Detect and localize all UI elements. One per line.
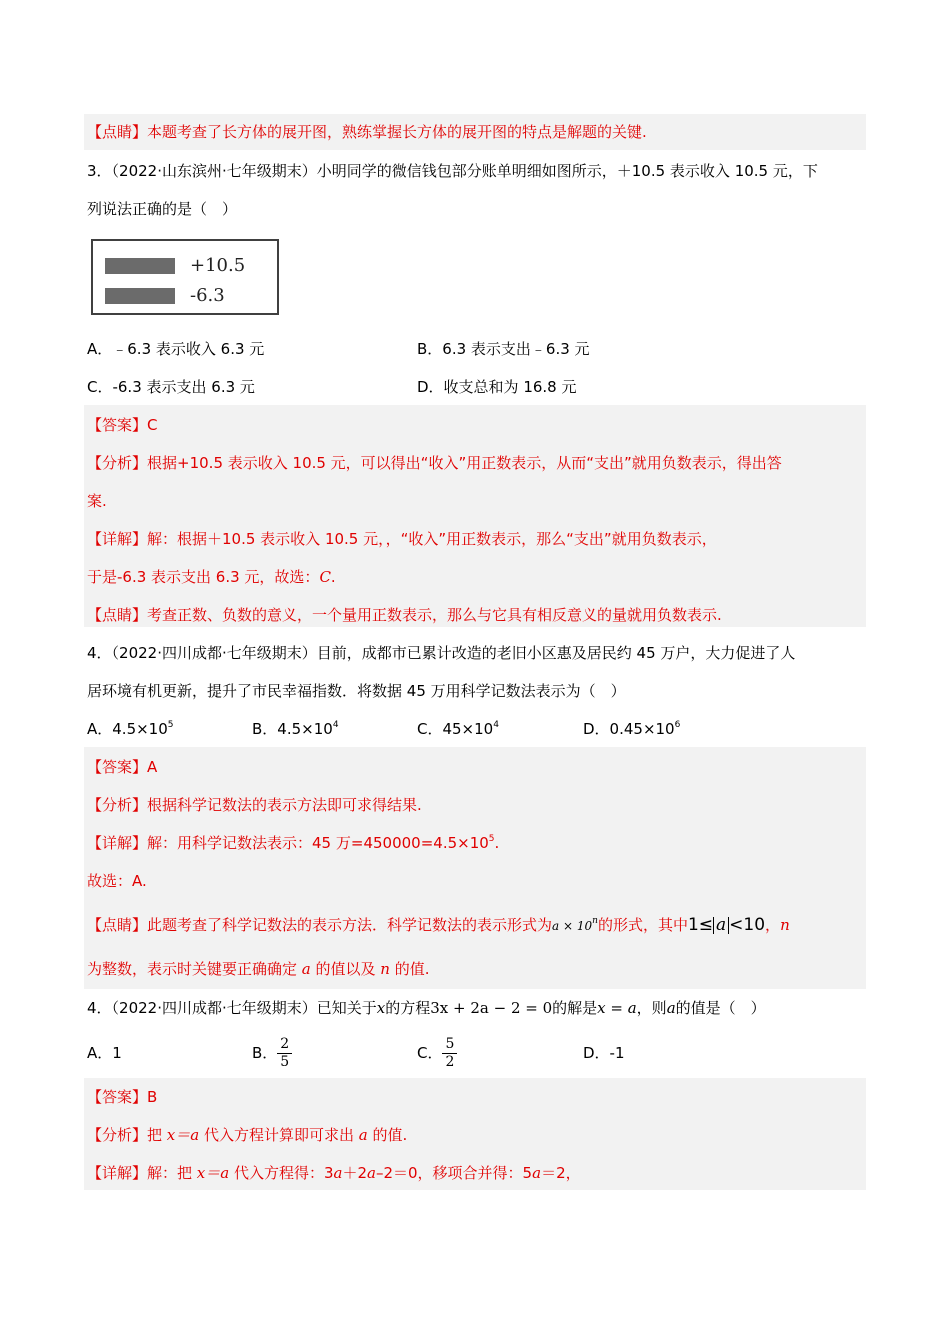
- q4a-note-line2: [87, 959, 863, 979]
- detail-text: ＋2: [342, 1164, 368, 1182]
- detail-var-a: a: [367, 1164, 376, 1182]
- detail-period: .: [330, 568, 336, 586]
- analysis-text: 的值.: [367, 1126, 408, 1144]
- option-text: D．0.45×10: [583, 720, 675, 738]
- q3-detail-line2: [87, 567, 863, 587]
- q3-solution-block: [84, 405, 866, 627]
- detail-text: 代入方程得：3: [229, 1164, 334, 1182]
- q3-option-d: D．收支总和为 16.8 元: [417, 378, 577, 396]
- note-form-exponent: n: [592, 916, 598, 926]
- stem-text: 的解是: [552, 999, 598, 1017]
- option-text: C．45×10: [417, 720, 494, 738]
- note-tag: 【点睛】: [87, 123, 148, 141]
- answer-value: B: [147, 1088, 158, 1106]
- note-text: 此题考查了科学记数法的表示方法．科学记数法的表示形式为: [147, 916, 553, 934]
- note-text: 的值.: [389, 960, 430, 978]
- fraction-denominator: 5: [280, 1054, 290, 1070]
- detail-sub: x＝a: [196, 1164, 230, 1182]
- stem-text: ，则: [636, 999, 667, 1017]
- note-text: 的形式，其中: [597, 916, 688, 934]
- note-text: 本题考查了长方体的展开图，熟练掌握长方体的展开图的特点是解题的关键.: [147, 123, 647, 141]
- analysis-tag: 【分析】: [87, 454, 148, 472]
- note-range: [688, 915, 765, 935]
- detail-text: 解：把: [147, 1164, 197, 1182]
- fraction-two-fifths: [277, 1036, 292, 1071]
- q4a-solution-block: [84, 747, 866, 989]
- option-text: B．4.5×10: [252, 720, 333, 738]
- q3-answer: [87, 415, 863, 435]
- analysis-text: 代入方程计算即可求出: [199, 1126, 359, 1144]
- stem-text: 的值是（ ）: [675, 999, 766, 1017]
- stem-text: 的方程: [385, 999, 431, 1017]
- stem-var-x: x: [376, 999, 386, 1017]
- q4b-stem-line1: [87, 998, 863, 1018]
- q4b-analysis: [87, 1125, 863, 1145]
- q4a-answer: [87, 757, 863, 777]
- option-exponent: 4: [493, 720, 499, 730]
- q3-stem-line2: 列说法正确的是（ ）: [87, 200, 238, 218]
- range-right: <10: [729, 915, 766, 935]
- wallet-bill-figure: [91, 239, 279, 315]
- q4a-option-b: [252, 719, 339, 739]
- note-form: [552, 916, 598, 933]
- q4b-option-c: [417, 1031, 457, 1075]
- q4a-stem-line2: 居环境有机更新，提升了市民幸福指数．将数据 45 万用科学记数法表示为（ ）: [87, 682, 626, 700]
- range-left: 1≤: [687, 915, 714, 935]
- wallet-bar-1: [105, 258, 175, 274]
- q4a-option-d: [583, 719, 680, 739]
- note-comma: ，: [765, 916, 781, 934]
- answer-tag: 【答案】: [87, 758, 148, 776]
- detail-text: ＝2，: [541, 1164, 581, 1182]
- option-text: B．: [252, 1044, 278, 1062]
- wallet-value-2: -6.3: [190, 285, 225, 306]
- analysis-text: 把: [147, 1126, 167, 1144]
- detail-tag: 【详解】: [87, 530, 148, 548]
- note-line-prev: [87, 122, 863, 142]
- wallet-bar-2: [105, 288, 175, 304]
- q3-option-c: C．-6.3 表示支出 6.3 元: [87, 378, 255, 396]
- q3-detail-line1: [87, 529, 863, 549]
- detail-exponent: 5: [488, 834, 495, 844]
- q4b-option-d: D．-1: [583, 1044, 625, 1062]
- note-n: n: [780, 916, 790, 934]
- option-exponent: 5: [167, 720, 174, 730]
- q4b-detail: [87, 1163, 863, 1183]
- analysis-tag: 【分析】: [87, 1126, 148, 1144]
- detail-var-a: a: [532, 1164, 542, 1182]
- analysis-sub: x＝a: [166, 1126, 200, 1144]
- q4a-analysis: [87, 795, 863, 815]
- note-text: 考查正数、负数的意义，一个量用正数表示，那么与它具有相反意义的量就用负数表示.: [147, 606, 722, 624]
- note-tag: 【点睛】: [87, 916, 148, 934]
- note-text: 的值以及: [310, 960, 381, 978]
- option-exponent: 4: [332, 720, 339, 730]
- answer-tag: 【答案】: [87, 1088, 148, 1106]
- fraction-denominator: 2: [445, 1054, 455, 1070]
- analysis-text: 根据+10.5 表示收入 10.5 元，可以得出“收入”用正数表示，从而“支出”就用负数表示，得出答: [147, 454, 782, 472]
- detail-text: –2＝0，移项合并得：5: [375, 1164, 533, 1182]
- option-exponent: 6: [674, 720, 681, 730]
- q3-analysis-line1: [87, 453, 863, 473]
- q3-option-a: A．﹣6.3 表示收入 6.3 元: [87, 340, 265, 358]
- detail-text: 解：根据＋10.5 表示收入 10.5 元，，“收入”用正数表示，那么“支出”就用负数表示，: [147, 530, 717, 548]
- q3-note-line: [87, 605, 863, 625]
- analysis-tag: 【分析】: [87, 796, 148, 814]
- answer-value: C: [147, 416, 158, 434]
- q4b-option-a: A．1: [87, 1044, 122, 1062]
- note-text: 为整数，表示时关键要正确确定: [87, 960, 302, 978]
- stem-equation: 3x + 2a − 2 = 0: [430, 999, 553, 1017]
- fraction-five-halves: [442, 1036, 457, 1071]
- q4a-option-c: [417, 719, 499, 739]
- fraction-numerator: 2: [277, 1036, 292, 1054]
- detail-period: .: [494, 834, 500, 852]
- fraction-numerator: 5: [442, 1036, 457, 1054]
- q4a-choose: 故选：A.: [87, 872, 147, 890]
- detail-tag: 【详解】: [87, 834, 148, 852]
- q4b-answer: [87, 1087, 863, 1107]
- q4a-note-line1: [87, 915, 863, 936]
- q3-stem-line1: 3．（2022·山东滨州·七年级期末）小明同学的微信钱包部分账单明细如图所示，＋10.5 表示收入 10.5 元，下: [87, 162, 818, 180]
- range-abs-a: a: [713, 917, 729, 934]
- q4a-option-a: [87, 719, 174, 739]
- q4a-stem-line1: 4．（2022·四川成都·七年级期末）目前，成都市已累计改造的老旧小区惠及居民约 45 万户，大力促进了人: [87, 644, 796, 662]
- option-text: A．4.5×10: [87, 720, 168, 738]
- q3-option-b: B．6.3 表示支出﹣6.3 元: [417, 340, 590, 358]
- analysis-var-a: a: [358, 1126, 368, 1144]
- stem-var-a: a: [666, 999, 676, 1017]
- stem-solution: x = a: [597, 999, 637, 1017]
- answer-tag: 【答案】: [87, 416, 148, 434]
- analysis-text: 根据科学记数法的表示方法即可求得结果.: [147, 796, 422, 814]
- note-tag: 【点睛】: [87, 606, 148, 624]
- wallet-value-1: +10.5: [190, 255, 246, 276]
- note-form-base: a × 10: [552, 919, 593, 933]
- detail-tag: 【详解】: [87, 1164, 148, 1182]
- note-var-a: a: [301, 960, 311, 978]
- q3-analysis-line2: 案.: [87, 492, 107, 510]
- stem-text: 4．（2022·四川成都·七年级期末）已知关于: [87, 999, 377, 1017]
- note-var-n: n: [380, 960, 390, 978]
- detail-text: 于是-6.3 表示支出 6.3 元，故选：: [87, 568, 320, 586]
- option-text: C．: [417, 1044, 443, 1062]
- q4b-option-b: [252, 1031, 292, 1075]
- q4a-detail: [87, 833, 863, 853]
- answer-value: A: [147, 758, 158, 776]
- detail-choice: C: [319, 568, 331, 586]
- detail-text: 解：用科学记数法表示：45 万=450000=4.5×10: [147, 834, 489, 852]
- detail-var-a: a: [333, 1164, 343, 1182]
